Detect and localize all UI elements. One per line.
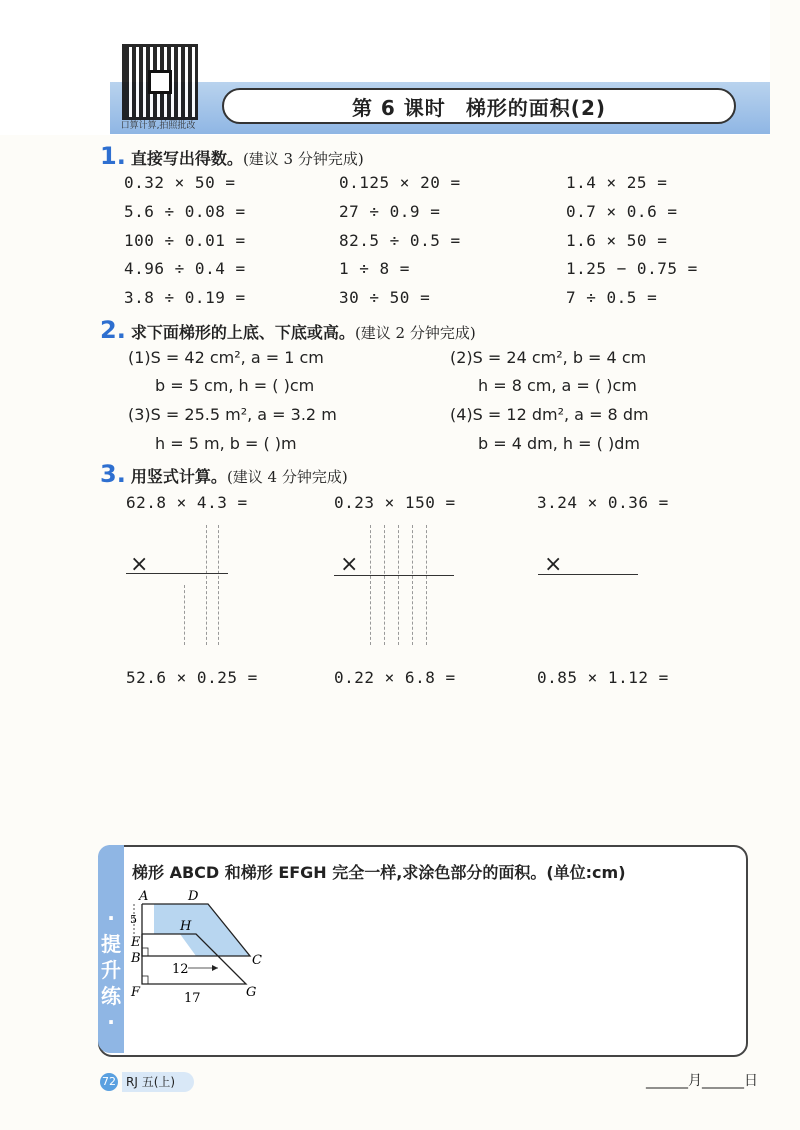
arrow-head bbox=[212, 965, 218, 971]
extension-label-char: 升 bbox=[101, 958, 121, 982]
q1-problem: 27 ÷ 0.9 = bbox=[339, 202, 441, 221]
q1-problem: 1.6 × 50 = bbox=[566, 231, 668, 250]
q3-note: (建议 4 分钟完成) bbox=[226, 468, 348, 486]
q3-problem-2: 0.23 × 150 = bbox=[334, 493, 456, 512]
q1-problem: 4.96 ÷ 0.4 = bbox=[124, 259, 246, 278]
work-guide bbox=[206, 525, 207, 645]
extension-question: 梯形 ABCD 和梯形 EFGH 完全一样,求涂色部分的面积。(单位:cm) bbox=[132, 863, 626, 882]
q2-item-4-line1: (4)S = 12 dm², a = 8 dm bbox=[450, 405, 649, 424]
q1-problem: 0.32 × 50 = bbox=[124, 173, 236, 192]
work-guide bbox=[184, 585, 185, 645]
label-a: A bbox=[139, 889, 149, 904]
q2-note: (建议 2 分钟完成) bbox=[354, 324, 476, 342]
book-label: RJ 五(上) bbox=[122, 1072, 194, 1092]
dim-bottom: 17 bbox=[184, 991, 201, 1006]
work-guide bbox=[398, 525, 399, 645]
times-sign-2: × bbox=[340, 552, 359, 577]
q1-number: 1. bbox=[100, 142, 126, 170]
q1-problem: 100 ÷ 0.01 = bbox=[124, 231, 246, 250]
qr-caption: 口算计算,拍照批改 bbox=[120, 121, 196, 131]
q2-item-3-line1: (3)S = 25.5 m², a = 3.2 m bbox=[128, 405, 337, 424]
answer-line-1 bbox=[126, 573, 228, 574]
extension-label-char: 提 bbox=[101, 932, 121, 956]
q1-problem: 3.8 ÷ 0.19 = bbox=[124, 288, 246, 307]
q2-item-1-line2: b = 5 cm, h = ( )cm bbox=[155, 376, 315, 395]
label-f: F bbox=[131, 985, 141, 1000]
q2-item-4-line2: b = 4 dm, h = ( )dm bbox=[478, 434, 640, 453]
label-d: D bbox=[188, 889, 199, 904]
times-sign-3: × bbox=[544, 552, 563, 577]
q3-problem-5: 0.22 × 6.8 = bbox=[334, 668, 456, 687]
q3-title: 用竖式计算。 bbox=[130, 467, 227, 486]
q3-problem-3: 3.24 × 0.36 = bbox=[537, 493, 669, 512]
q1-problem: 1.4 × 25 = bbox=[566, 173, 668, 192]
extension-label-char: 练 bbox=[101, 984, 121, 1008]
answer-line-2 bbox=[334, 575, 454, 576]
q1-problem: 7 ÷ 0.5 = bbox=[566, 288, 658, 307]
right-angle-f bbox=[142, 976, 148, 984]
q1-title: 直接写出得数。 bbox=[130, 149, 243, 168]
lesson-number: 第 6 课时 bbox=[351, 95, 446, 120]
q3-problem-6: 0.85 × 1.12 = bbox=[537, 668, 669, 687]
label-h: H bbox=[180, 919, 192, 934]
q1-problem: 5.6 ÷ 0.08 = bbox=[124, 202, 246, 221]
extension-label-char: · bbox=[107, 1010, 115, 1034]
work-guide bbox=[370, 525, 371, 645]
work-guide bbox=[218, 525, 219, 645]
q1-problem: 0.7 × 0.6 = bbox=[566, 202, 678, 221]
label-g: G bbox=[246, 985, 257, 1000]
label-c: C bbox=[252, 953, 262, 968]
q1-note: (建议 3 分钟完成) bbox=[242, 150, 364, 168]
q3-number: 3. bbox=[100, 460, 126, 488]
work-guide bbox=[426, 525, 427, 645]
q1-problem: 30 ÷ 50 = bbox=[339, 288, 431, 307]
q1-problem: 1.25 − 0.75 = bbox=[566, 259, 698, 278]
work-guide bbox=[384, 525, 385, 645]
page-number: 72 bbox=[100, 1073, 118, 1091]
q2-item-3-line2: h = 5 m, b = ( )m bbox=[155, 434, 297, 453]
dim-height: 5 bbox=[130, 913, 137, 926]
q2-item-1-line1: (1)S = 42 cm², a = 1 cm bbox=[128, 348, 324, 367]
dim-top: 12 bbox=[172, 962, 189, 977]
trapezoid-figure bbox=[128, 886, 278, 1010]
q3-heading bbox=[100, 460, 348, 488]
q3-problem-1: 62.8 × 4.3 = bbox=[126, 493, 248, 512]
q2-title: 求下面梯形的上底、下底或高。 bbox=[130, 323, 355, 342]
label-e: E bbox=[131, 935, 141, 950]
extension-label bbox=[98, 905, 124, 1035]
q3-problem-4: 52.6 × 0.25 = bbox=[126, 668, 258, 687]
q1-heading bbox=[100, 142, 364, 170]
times-sign-1: × bbox=[130, 552, 149, 577]
q1-problem: 82.5 ÷ 0.5 = bbox=[339, 231, 461, 250]
date-field: ______月______日 bbox=[646, 1073, 758, 1089]
qr-finder bbox=[148, 70, 172, 94]
shaded-region bbox=[154, 904, 250, 956]
lesson-title bbox=[222, 88, 736, 124]
q2-number: 2. bbox=[100, 316, 126, 344]
label-b: B bbox=[131, 951, 141, 966]
extension-label-char: · bbox=[107, 906, 115, 930]
lesson-name: 梯形的面积(2) bbox=[465, 95, 607, 120]
q1-problem: 0.125 × 20 = bbox=[339, 173, 461, 192]
q2-heading bbox=[100, 316, 476, 344]
answer-line-3 bbox=[538, 574, 638, 575]
work-guide bbox=[412, 525, 413, 645]
right-angle-b bbox=[142, 948, 148, 956]
q1-problem: 1 ÷ 8 = bbox=[339, 259, 410, 278]
q2-item-2-line2: h = 8 cm, a = ( )cm bbox=[478, 376, 637, 395]
q2-item-2-line1: (2)S = 24 cm², b = 4 cm bbox=[450, 348, 647, 367]
